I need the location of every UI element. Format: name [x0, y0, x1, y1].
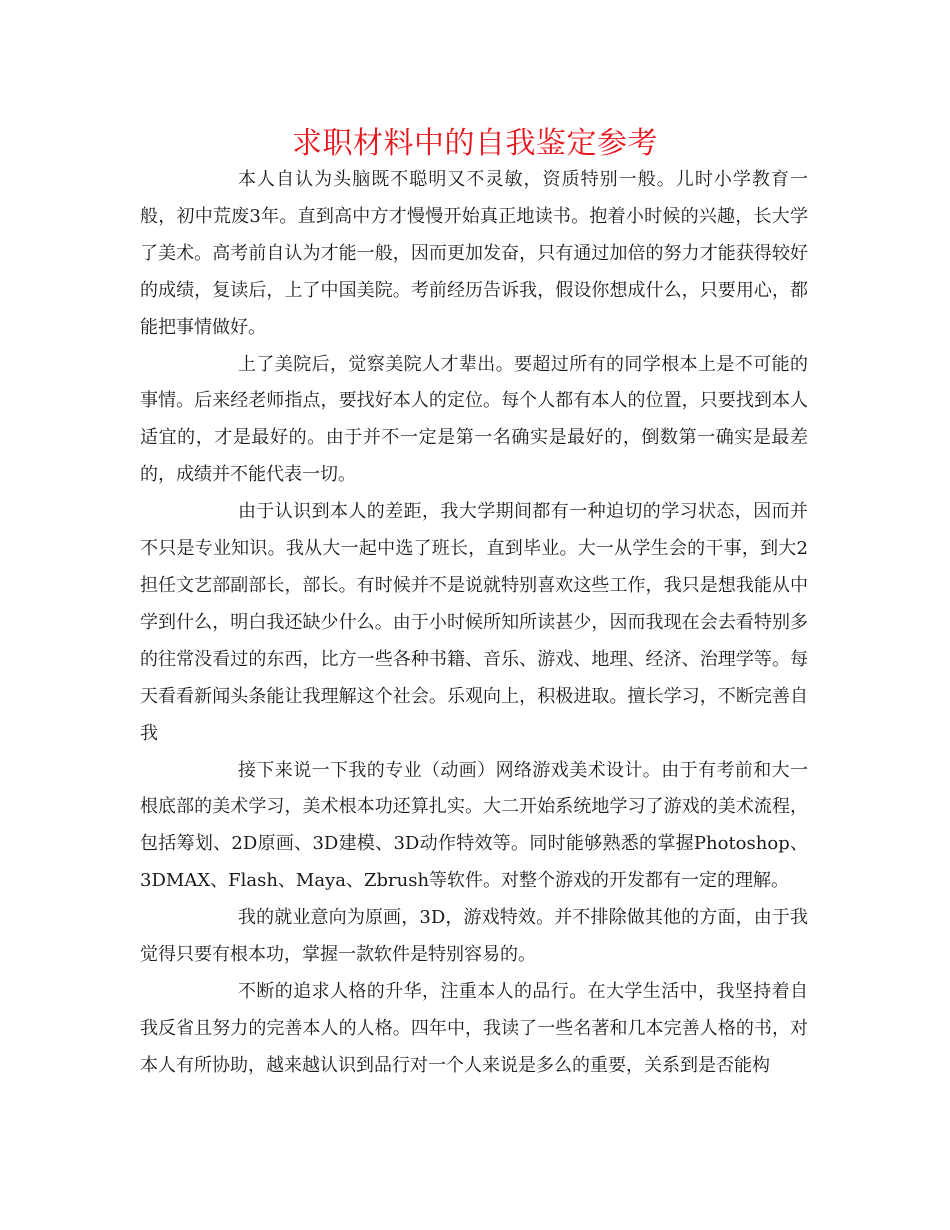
paragraph-6: 不断的追求人格的升华，注重本人的品行。在大学生活中，我坚持着自我反省且努力的完善本人的人格。四年中，我读了一些名著和几本完善人格的书，对本人有所协助，越来越认识到品行对一个人来说是多么的重要，关系到是否能构: [140, 980, 808, 1076]
document-title: 求职材料中的自我鉴定参考: [292, 126, 658, 161]
paragraph-3: 由于认识到本人的差距，我大学期间都有一种迫切的学习状态，因而并不只是专业知识。我从大一起中选了班长，直到毕业。大一从学生会的干事，到大2担任文艺部副部长，部长。有时候并不是说就特别喜欢这些工作，我只是想我能从中学到什么，明白我还缺少什么。由于小时候所知所读甚少，因而我现在会去看特别多的往常没看过的东西，比方一些各种书籍、音乐、游戏、地理、经济、治理学等。每天看看新闻头条能让我理解这个社会。乐观向上，积极进取。擅长学习，不断完善自我: [140, 501, 808, 744]
paragraph-1: 本人自认为头脑既不聪明又不灵敏，资质特别一般。儿时小学教育一般，初中荒废3年。直到高中方才慢慢开始真正地读书。抱着小时候的兴趣，长大学了美术。高考前自认为才能一般，因而更加发奋，只有通过加倍的努力才能获得较好的成绩，复读后，上了中国美院。考前经历告诉我，假设你想成什么，只要用心，都能把事情做好。: [140, 169, 808, 338]
paragraph-2: 上了美院后，觉察美院人才辈出。要超过所有的同学根本上是不可能的事情。后来经老师指点，要找好本人的定位。每个人都有本人的位置，只要找到本人适宜的，才是最好的。由于并不一定是第一名确实是最好的，倒数第一确实是最差的，成绩并不能代表一切。: [140, 353, 808, 486]
paragraph-5: 我的就业意向为原画，3D，游戏特效。并不排除做其他的方面，由于我觉得只要有根本功，掌握一款软件是特别容易的。: [140, 907, 808, 966]
document-body: [140, 162, 808, 1085]
paragraph-4: 接下来说一下我的专业（动画）网络游戏美术设计。由于有考前和大一根底部的美术学习，美术根本功还算扎实。大二开始系统地学习了游戏的美术流程，包括筹划、2D原画、3D建模、3D动作特效等。同时能够熟悉的掌握Photoshop、3DMAX、Flash、Maya、Zbrush等软件。对整个游戏的开发都有一定的理解。: [140, 759, 808, 892]
